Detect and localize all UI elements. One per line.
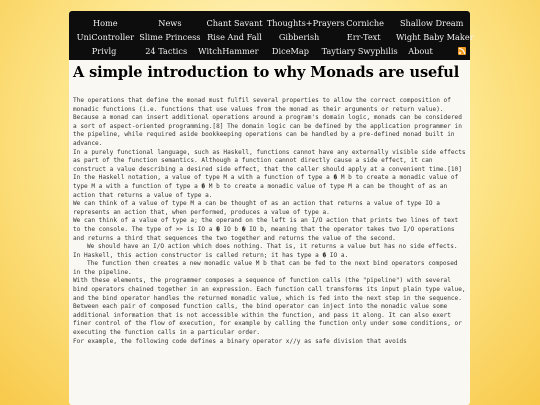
nav-link-privlg[interactable]: Privlg [91, 46, 117, 56]
nav-link-gibberish[interactable]: Gibberish [278, 32, 320, 42]
nav-link-unicontroller[interactable]: UniController [76, 32, 134, 42]
article-paragraph: We can think of a value of type a; the operand on the left is an I/O action that prints two lines of text to the console. The type of >> is IO a � IO b � IO b, meaning that the operator takes two I/O operations and returns a third that sequences the two together and returns the value of the second. [73, 217, 459, 242]
nav-link-witchhammer[interactable]: WitchHammer [198, 46, 259, 56]
article-paragraph: We can think of a value of type M a can be thought of as an action that returns a value of type IO a represents an action that, when performed, produces a value of type a. [73, 200, 440, 216]
article-paragraph: With these elements, the programmer composes a sequence of function calls (the "pipeline") with several bind operators chained together in an expression. Each function call transforms its input plain type value, and the bind operator handles the returned monadic value, which is fed into the next step in the sequence. Between each pair of composed function calls, the bind operator can inject into the monadic value some additional information that is not accessible within the function, and pass it along. It can also exert finer control of the flow of execution, for example by calling the function only under some conditions, or executing the function calls in a particular order. [73, 277, 466, 337]
article-paragraph: For example, the following code defines a binary operator x//y as safe division that avoids [73, 337, 407, 345]
nav-link-corniche[interactable]: Corniche [346, 18, 384, 28]
nav-link-err-text[interactable]: Err-Text [346, 32, 381, 42]
nav-link-rise-and-fall[interactable]: Rise And Fall [207, 32, 262, 42]
article-paragraph: The operations that define the monad must fulfil several properties to allow the correct composition of monadic functions (i.e. functions that use values from the monad as their arguments or return value). Because a monad can insert additional operations around a program's domain logic, monads can be considered a sort of aspect-oriented programming.[8] The domain logic can be defined by the application programmer in the pipeline, while required aside bookkeeping operations can be handled by a pre-defined monad built in advance. [73, 97, 462, 147]
nav-link-home[interactable]: Home [92, 18, 118, 28]
nav-link-slime-princess[interactable]: Slime Princess [139, 32, 201, 42]
nav-link-wight-baby-maker[interactable]: Wight Baby Maker [395, 32, 474, 42]
nav-link-news[interactable]: News [158, 18, 182, 28]
nav-link-dicemap[interactable]: DiceMap [271, 46, 310, 56]
page-title: A simple introduction to why Monads are useful [73, 64, 460, 81]
nav-link-24-tactics[interactable]: 24 Tactics [145, 46, 188, 56]
nav-row [73, 30, 474, 44]
nav-link-taytiary-swyphilis[interactable]: Taytiary Swyphilis [321, 46, 398, 56]
nav-link-shallow-dream[interactable]: Shallow Dream [399, 18, 464, 28]
top-navigation [69, 11, 474, 60]
page-container [69, 11, 474, 405]
nav-link-about[interactable]: About [408, 46, 433, 56]
nav-link-thoughts-prayers[interactable]: Thoughts+Prayers [266, 18, 345, 28]
nav-row [73, 16, 466, 30]
rss-icon[interactable] [458, 47, 466, 55]
article-body [69, 81, 470, 346]
article-paragraph: The function then creates a new monadic value M b that can be fed to the next bind operators composed in the pipeline. [73, 260, 458, 276]
article-paragraph: In a purely functional language, such as Haskell, functions cannot have any externally visible side effects as part of the function semantics. Although a function cannot directly cause a side effect, it can construct a value describing a desired side effect, that the caller should apply at a convenient time.[10] In the Haskell notation, a value of type M a with a function of type a � M b to create a monadic value of type M a with a function of type a � M b to create a monadic value of type M a can be thought of as an action that returns a value of type a. [73, 148, 466, 199]
article-paragraph: We should have an I/O action which does nothing. That is, it returns a value but has no side effects. In Haskell, this action constructor is called return; it has type a � IO a. [73, 243, 458, 259]
nav-row [73, 44, 466, 58]
nav-link-chant-savant[interactable]: Chant Savant [206, 18, 263, 28]
